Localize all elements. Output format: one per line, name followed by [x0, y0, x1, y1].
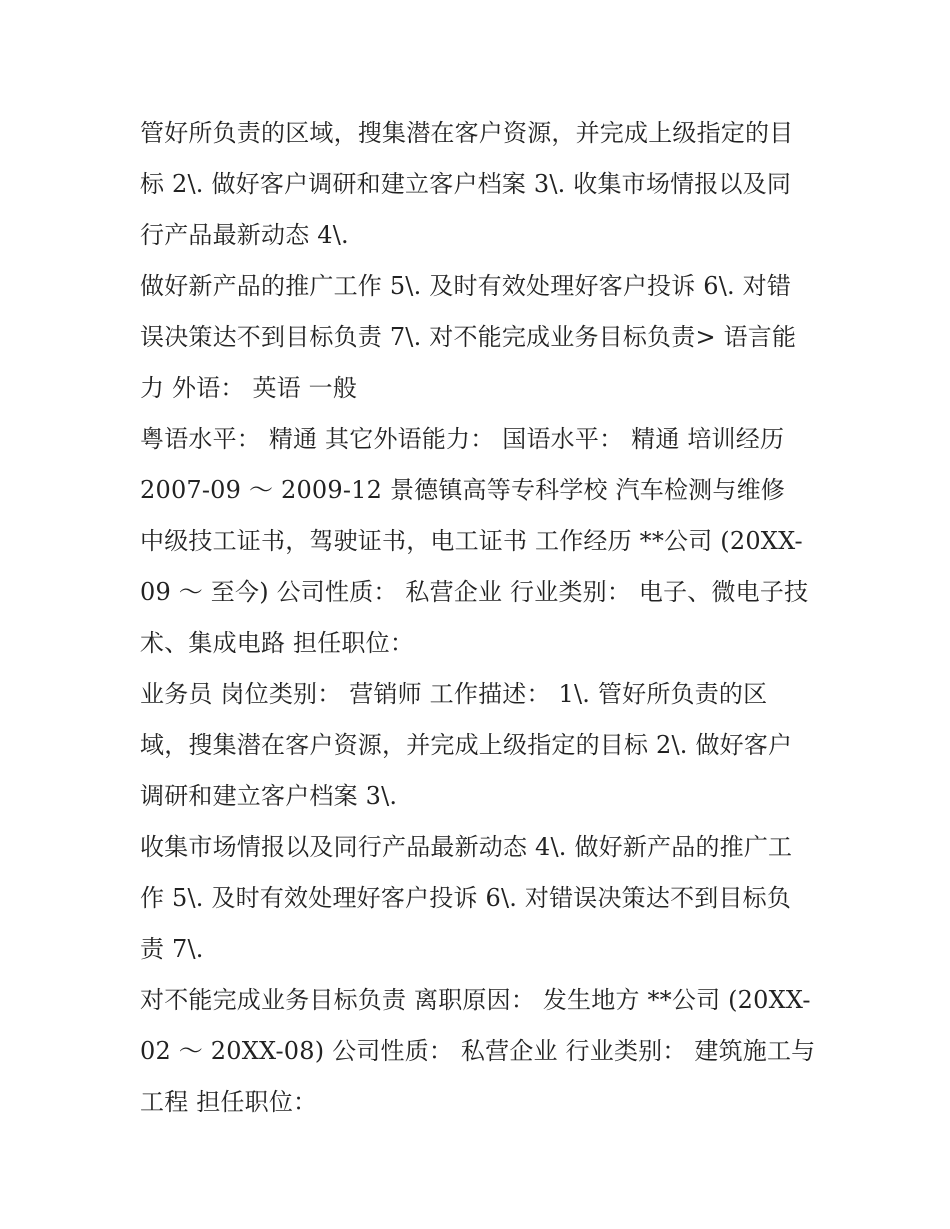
- text-line: 02 ～ 20XX-08) 公司性质： 私营企业 行业类别： 建筑施工与: [140, 1037, 816, 1065]
- text-line: 术、集成电路 担任职位：: [140, 629, 415, 657]
- text-line: 业务员 岗位类别： 营销师 工作描述： 1\. 管好所负责的区: [140, 680, 768, 708]
- text-line: 对不能完成业务目标负责 离职原因： 发生地方 **公司 (20XX-: [140, 986, 811, 1014]
- text-line: 误决策达不到目标负责 7\. 对不能完成业务目标负责> 语言能: [140, 323, 797, 351]
- text-line: 标 2\. 做好客户调研和建立客户档案 3\. 收集市场情报以及同: [140, 170, 792, 198]
- text-line: 管好所负责的区域，搜集潜在客户资源，并完成上级指定的目: [140, 119, 794, 147]
- text-line: 收集市场情报以及同行产品最新动态 4\. 做好新产品的推广工: [140, 833, 793, 861]
- text-line: 2007-09 ～ 2009-12 景德镇高等专科学校 汽车检测与维修: [140, 476, 785, 504]
- text-line: 粤语水平： 精通 其它外语能力： 国语水平： 精通 培训经历: [140, 425, 785, 453]
- text-line: 作 5\. 及时有效处理好客户投诉 6\. 对错误决策达不到目标负: [140, 884, 792, 912]
- text-line: 力 外语： 英语 一般: [140, 374, 358, 402]
- text-line: 09 ～ 至今) 公司性质： 私营企业 行业类别： 电子、微电子技: [140, 578, 809, 606]
- text-line: 行产品最新动态 4\.: [140, 221, 349, 249]
- text-line: 中级技工证书，驾驶证书，电工证书 工作经历 **公司 (20XX-: [140, 527, 803, 555]
- text-line: 做好新产品的推广工作 5\. 及时有效处理好客户投诉 6\. 对错: [140, 272, 792, 300]
- text-line: 调研和建立客户档案 3\.: [140, 782, 398, 810]
- document-body: [140, 108, 820, 1128]
- text-line: 工程 担任职位：: [140, 1088, 318, 1116]
- text-line: 域，搜集潜在客户资源，并完成上级指定的目标 2\. 做好客户: [140, 731, 793, 759]
- text-line: 责 7\.: [140, 935, 204, 963]
